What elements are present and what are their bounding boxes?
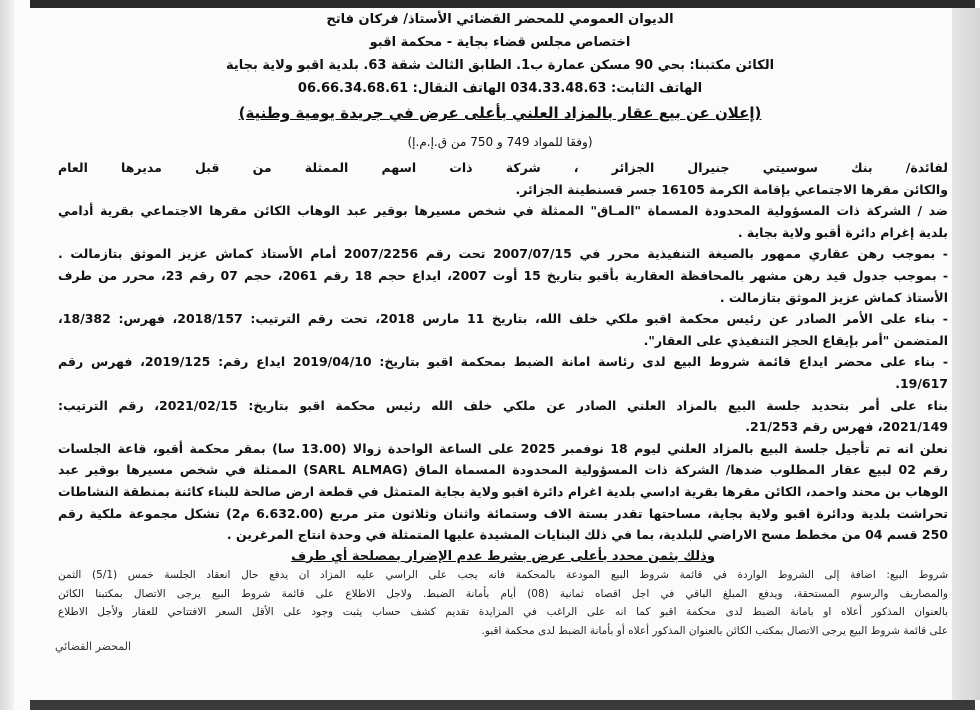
body-line: 2021/149، فهرس رقم 21/253.: [745, 419, 948, 435]
body-line: الأستاذ كماش عزيز الموثق بتازمالت .: [719, 289, 948, 305]
body-line: المتضمن "أمر بإيقاع الحجز التنفيذي على العقار".: [643, 332, 948, 348]
conditions-line: بالعنوان المذكور أعلاه او بامانة الضبط لدى محكمة اقبو كما انه على الراغب في المزايدة تقديم كشف حساب يثبت وجود على الأقل السعر الافتتاحي للعقار ولأجل الاطلاع: [58, 606, 948, 618]
jurisdiction: اختصاص مجلس قضاء بجاية - محكمة اقبو: [369, 35, 631, 50]
body-line: ضد / الشركة ذات المسؤولية المحدودة المسماة "المـاق" الممثلة في شخص مسيرها بوقير عبد الوهاب الكائن مقرها الاجتماعي بقرية أدامي: [58, 203, 948, 219]
signature-label: المحضر القضائي: [55, 640, 132, 653]
body-line-sale-date: نعلن انه تم تأجيل جلسة البيع بالمزاد العلني ليوم 18 نوفمبر 2025 على الساعة الواحدة زوالا (13.00 سا) بمقر محكمة أقبو، قاعة الجلسات: [58, 440, 948, 456]
body-line: - بناء على محضر ايداع قائمة شروط البيع لدى رئاسة امانة الضبط بمحكمة اقبو بتاريخ: 2019/04/10 ايداع رقم: 2019/125، فهرس رقم: [58, 354, 948, 370]
body-line: - بناء على الأمر الصادر عن رئيس محكمة اقبو ملكي خلف الله، بتاريخ 11 مارس 2018، تحت رقم الترتيب: 2018/157، فهرس: 18/382،: [58, 311, 948, 327]
sale-conditions: [58, 566, 948, 640]
body-line: والكائن مقرها الاجتماعي بإقامة الكرمة 16105 جسر قسنطينة الجزائر.: [515, 181, 948, 197]
conditions-line: على قائمة شروط البيع يرجى الاتصال بمكتب الكائن بالعنوان المذكور أعلاه أو بأمانة الضبط لدى محكمة اقبو.: [481, 624, 948, 637]
conditions-line: شروط البيع: اضافة إلى الشروط الواردة في قائمة شروط البيع المودعة بالمحكمة فانه يجب على الراسي عليه المزاد ان يدفع حال انعقاد الجلسة خمس (5/1) الثمن: [58, 569, 948, 581]
body-line: تحراشت بلدية ودائرة اقبو ولاية بجاية، مساحتها تقدر بستة الاف وستمائة واثنان وثلاثون متر مربع (6.632.00 م2) تشكل مجموعة ملكية رقم: [58, 505, 948, 521]
scan-bottom-bar: [30, 700, 975, 710]
closing-statement: [58, 546, 948, 568]
notice-title: (إعلان عن بيع عقار بالمزاد العلني بأعلى عرض في جريدة يومية وطنية): [238, 104, 762, 122]
body-line: بلدية إغرام دائرة أقبو ولاية بجاية .: [737, 224, 948, 240]
conditions-line: والمصاريف والرسوم المستحقة، ويدفع المبلغ الباقي في اجل اقصاه ثمانية (08) أيام بأمانة الضبط. ولاجل الاطلاع على قائمة شروط البيع يرجى الاتصال بمكتبنا الكائن: [58, 587, 948, 600]
body-line: رقم 02 لبيع عقار المطلوب ضدها/ الشركة ذات المسؤولية المحدودة المسماة الماق (SARL ALMAG) الممثلة في شخص مسيرها بوقير عبد: [58, 462, 948, 478]
document-header: [200, 8, 800, 151]
office-name: الديوان العمومي للمحضر القضائي الأستاذ/ فركان فاتح: [326, 12, 674, 27]
phone-numbers: الهاتف الثابت: 034.33.48.63 الهاتف النقال: 06.66.34.68.61: [297, 81, 703, 96]
body-line: 19/617.: [895, 375, 948, 391]
scan-top-bar: [30, 0, 975, 8]
scan-left-margin: [0, 0, 14, 710]
body-line: لفائدة/ بنك سوسيتي جنيرال الجزائر ، شركة ذات اسهم الممثلة من قبل مديرها العام: [58, 160, 948, 175]
notice-legal-basis: (وفقا للمواد 749 و 750 من ق.إ.م.إ): [407, 135, 593, 149]
closing-text: وذلك بثمن محدد بأعلى عرض بشرط عدم الإضرار بمصلحة أي طرف: [291, 548, 715, 564]
body-line: - بموجب جدول قيد رهن مشهر بالمحافظة العقارية بأقبو بتاريخ 15 أوت 2007، ايداع حجم 18 رقم 2061، حجم 07 رقم 23، محرر من طرف: [58, 267, 948, 283]
body-line: 250 قسم 04 من مخطط مسح الاراضي للبلدية، بما في ذلك البنايات المشيدة عليها المتمثلة في وحدة انتاج المرغرين .: [226, 527, 948, 543]
notice-body: [58, 157, 948, 568]
body-line: بناء على أمر بتحديد جلسة البيع بالمزاد العلني الصادر عن ملكي خلف الله رئيس محكمة اقبو بتاريخ: 2021/02/15، رقم الترتيب:: [58, 397, 948, 413]
body-line: الوهاب بن محند واحمد، الكائن مقرها بقرية اداسي بلدية اغرام دائرة اقبو ولاية بجاية المتمثل في قطعة ارض صالحة للبناء كائنة بمنطقة النشاطات: [58, 483, 948, 499]
body-line: - بموجب رهن عقاري ممهور بالصيغة التنفيذية محرر في 2007/07/15 تحت رقم 2007/2256 أمام الأستاذ كماش عزيز الموثق بتازمالت .: [58, 246, 948, 262]
office-address: الكائن مكتبنا: بحي 90 مسكن عمارة ب1. الطابق الثالث شقة 63. بلدية اقبو ولاية بجاية: [225, 58, 775, 73]
scan-right-margin: [952, 8, 980, 700]
